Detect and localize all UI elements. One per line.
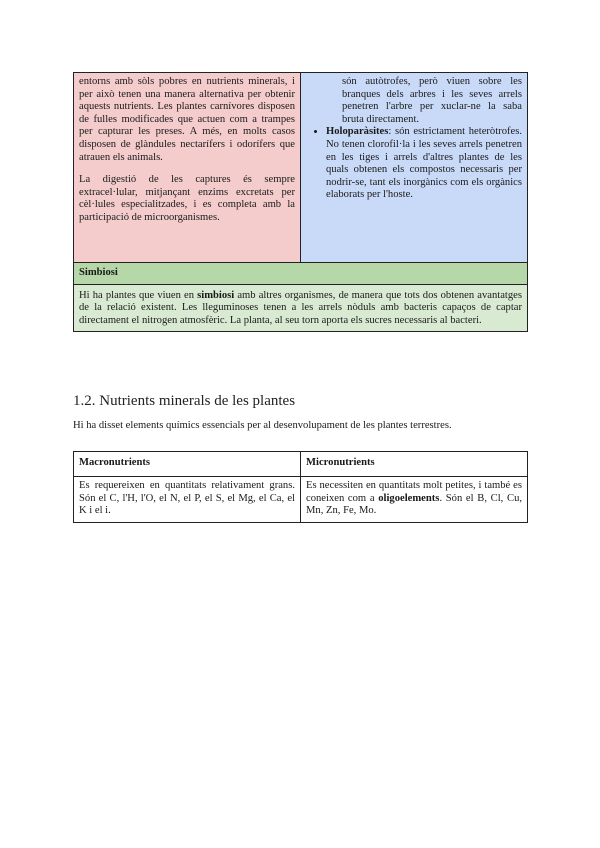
simbiosi-text-2: amb altres organismes, de manera que tots dos obtenen avantatges de la relació existent. Les lleguminoses tenen a les arrels nòduls amb bacteris capaços de captar directament el nitrogen atmosfèric. La planta, al seu torn aporta els sucres necessaris al bacteri.: [79, 289, 522, 326]
holoparasite-text: : són estrictament heteròtrofes. No tenen clorofil·la i les seves arrels penetren en les tiges i arrels d'altres plantes de les quals obtenen els compostos necessaris per nodrir-se, tant els inorgànics com els orgànics elaborats per l'hoste.: [326, 126, 522, 201]
macronutrients-header: Macronutrients: [74, 452, 301, 477]
section-heading: 1.2. Nutrients minerals de les plantes: [73, 393, 296, 409]
nutrients-table: [73, 451, 527, 523]
hemiparasite-text: són autòtrofes, però viuen sobre les branques dels arbres i les seves arrels penetren l'arbre per xuclar-ne la saba bruta directament.: [342, 76, 522, 125]
content-table-1: [73, 72, 527, 332]
simbiosi-heading: Simbiosi: [74, 263, 528, 285]
macronutrients-text: Es requereixen en quantitats relativament grans. Són el C, l'H, l'O, el N, el P, el S, el Mg, el Ca, el K i el i.: [79, 480, 295, 517]
parasite-list: [306, 126, 522, 202]
simbiosi-text-1: Hi ha plantes que viuen en: [79, 289, 198, 301]
holoparasite-term: Holoparàsites: [326, 126, 389, 138]
section-intro: Hi ha disset elements químics essencials per al desenvolupament de les plantes terrestres.: [73, 420, 452, 431]
list-item: [326, 126, 522, 202]
macronutrients-cell: [74, 477, 301, 523]
simbiosi-bold: simbiosi: [197, 289, 235, 301]
carnivorous-plants-cell: [74, 73, 301, 263]
micronutrients-header: Micronutrients: [301, 452, 528, 477]
parasitic-plants-cell: [301, 73, 528, 263]
carnivorous-paragraph-2: La digestió de les captures és sempre extracel·lular, mitjançant enzims excretats per cèl·lules especialitzades, i es completa amb la participació de microorganismes.: [79, 174, 295, 223]
simbiosi-paragraph: [79, 290, 522, 328]
micronutrients-text: [306, 480, 522, 518]
micronutrients-text-1: Es necessiten en quantitats molt petites, i també es coneixen com a: [306, 480, 522, 504]
carnivorous-paragraph-1: entorns amb sòls pobres en nutrients minerals, i per això tenen una manera alternativa per obtenir aquests nutrients. Les plantes carnívores disposen de fulles modificades que actuen com a trampes per capturar les preses. A més, en molts casos disposen de glàndules nectarífers i odorífers que atrauen els animals.: [79, 76, 295, 163]
micronutrients-text-2: . Són el B, Cl, Cu, Mn, Zn, Fe, Mo.: [306, 492, 523, 517]
simbiosi-cell: [74, 284, 528, 332]
oligoelements-term: oligoelements: [378, 492, 440, 504]
micronutrients-cell: [301, 477, 528, 523]
